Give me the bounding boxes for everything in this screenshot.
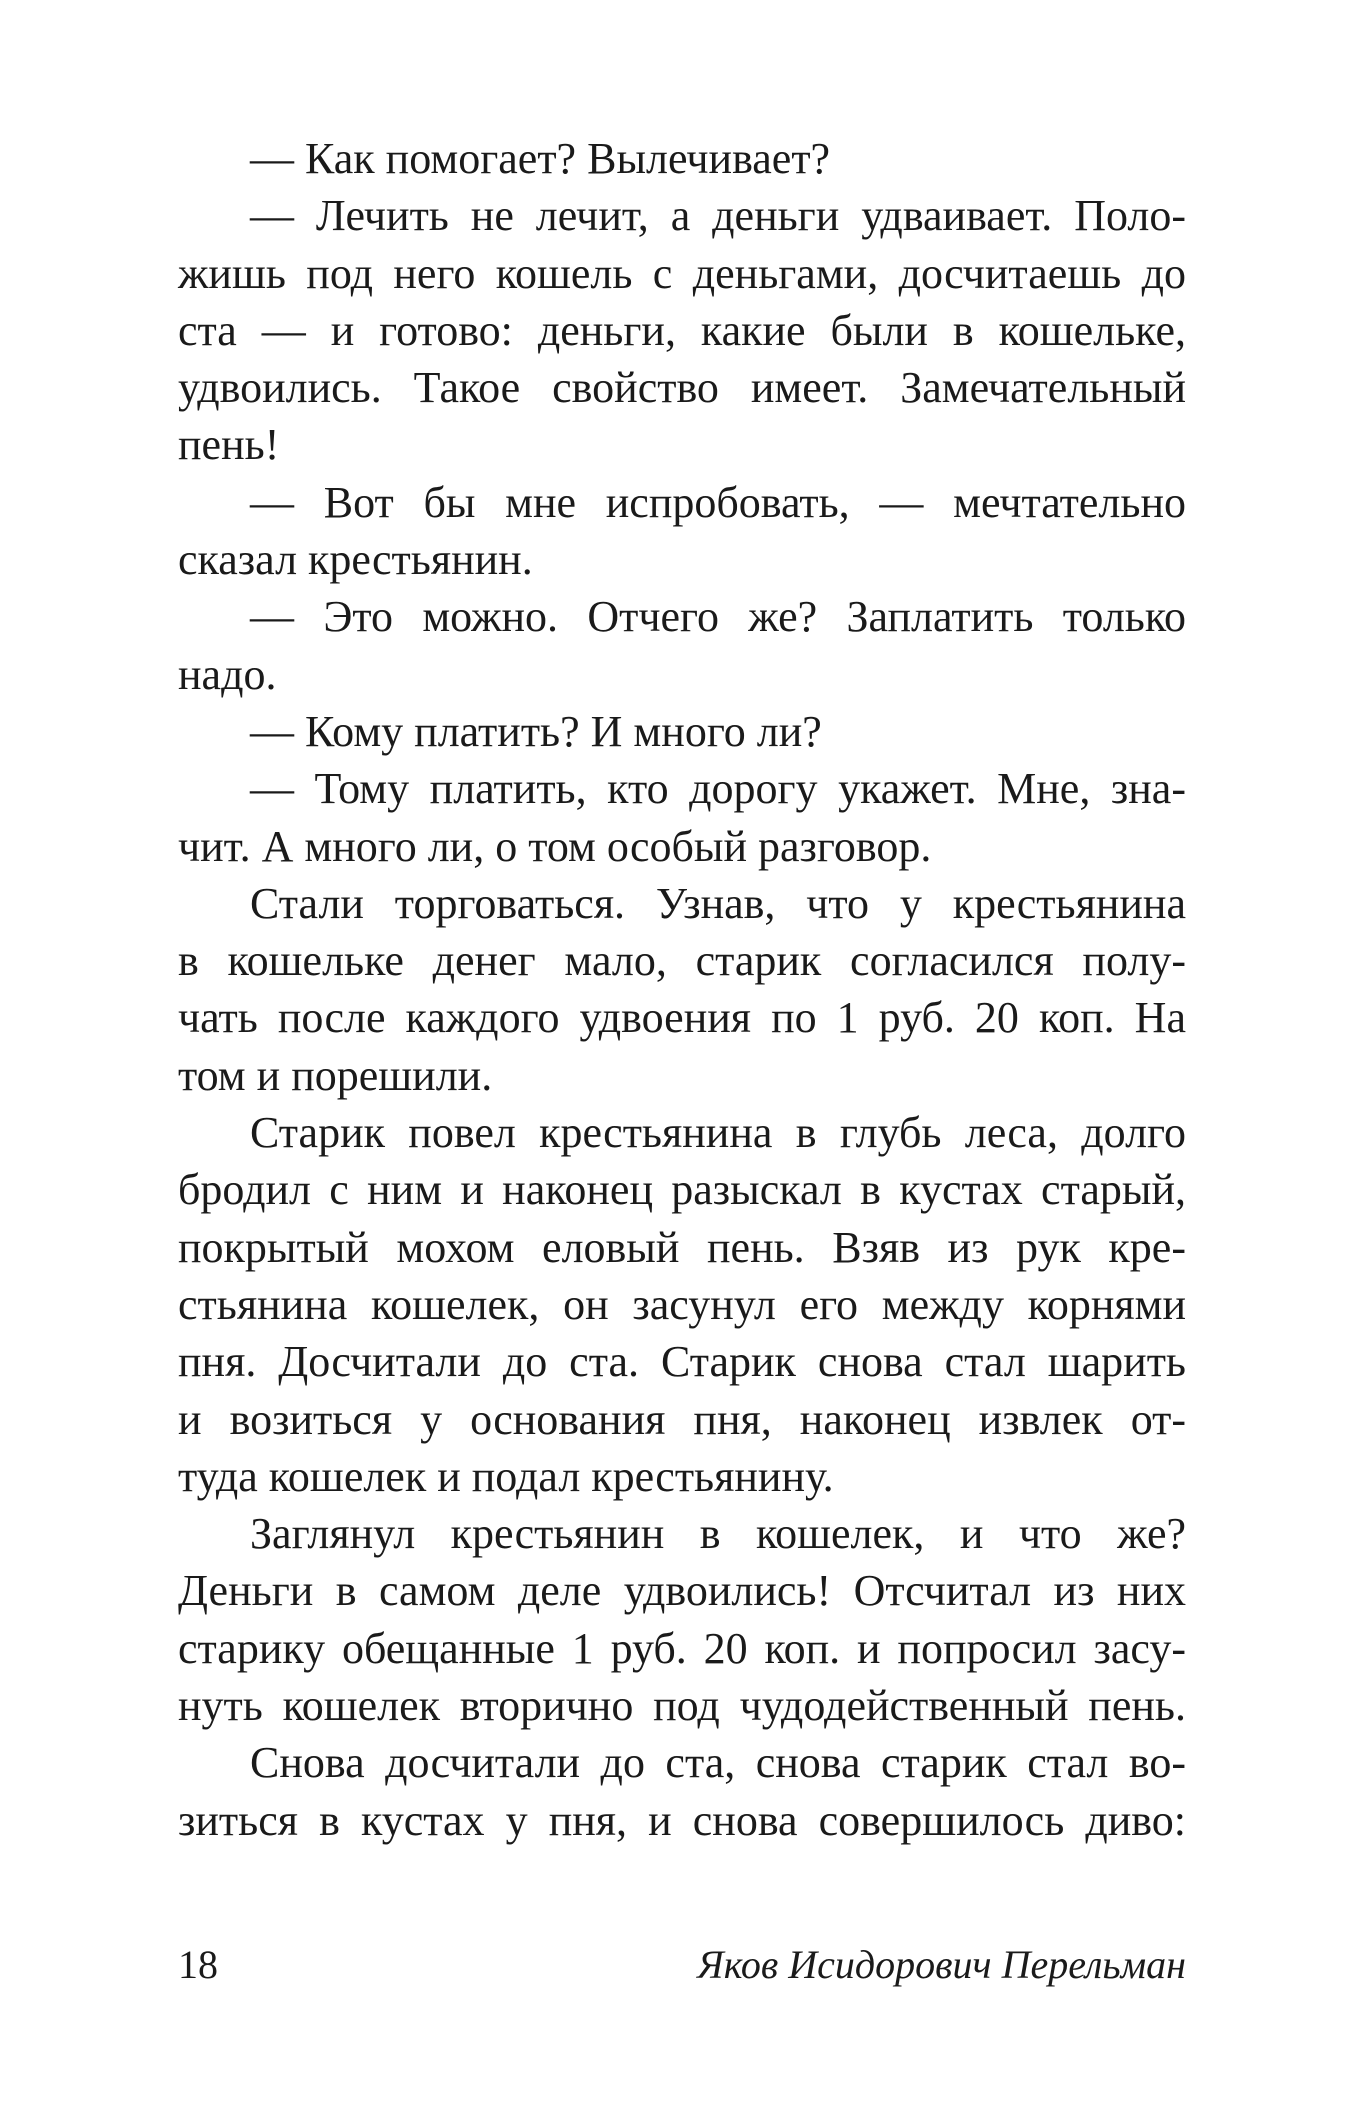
text-line: — Тому платить, кто дорогу укажет. Мне, зна- <box>250 764 1186 814</box>
text-line: — Вот бы мне испробовать, — мечтательно <box>250 477 1186 527</box>
text-line: — Как помогает? Вылечивает? <box>250 134 831 183</box>
text-line: туда кошелек и подал крестьянину. <box>178 1451 834 1501</box>
text-line: в кошельке денег мало, старик согласился полу- <box>178 936 1186 986</box>
text-line: старику обещанные 1 руб. 20 коп. и попросил засу- <box>178 1623 1186 1673</box>
text-line: — Кому платить? И много ли? <box>250 706 822 756</box>
text-line: том и порешили. <box>178 1050 493 1100</box>
text-line: пень! <box>178 420 280 470</box>
text-line: Старик повел крестьянина в глубь леса, долго <box>250 1108 1186 1158</box>
text-line: Заглянул крестьянин в кошелек, и что же? <box>250 1509 1186 1559</box>
text-line: сказал крестьянин. <box>178 535 533 585</box>
page-number: 18 <box>178 1942 218 1987</box>
text-line: зиться в кустах у пня, и снова совершилось диво: <box>178 1795 1186 1845</box>
text-line: жишь под него кошель с деньгами, досчитаешь до <box>178 248 1186 298</box>
text-line: ста — и готово: деньги, какие были в кошельке, <box>178 305 1186 355</box>
text-line: Стали торговаться. Узнав, что у крестьянина <box>250 878 1186 928</box>
text-line: нуть кошелек вторично под чудодейственный пень. <box>178 1681 1186 1731</box>
text-line: Деньги в самом деле удвоились! Отсчитал из них <box>178 1566 1186 1616</box>
page-footer <box>178 1935 1186 1995</box>
text-line: надо. <box>178 649 277 699</box>
text-line: стьянина кошелек, он засунул его между корнями <box>178 1279 1186 1329</box>
text-line: покрытый мохом еловый пень. Взяв из рук кре- <box>178 1222 1186 1272</box>
text-line: чать после каждого удвоения по 1 руб. 20 коп. На <box>178 993 1186 1043</box>
text-line: и возиться у основания пня, наконец извлек от- <box>178 1394 1186 1444</box>
text-line: — Это можно. Отчего же? Заплатить только <box>250 592 1186 642</box>
text-line: бродил с ним и наконец разыскал в кустах старый, <box>178 1165 1186 1215</box>
text-line: — Лечить не лечит, а деньги удваивает. Поло- <box>250 191 1186 241</box>
text-line: удвоились. Такое свойство имеет. Замечательный <box>178 363 1186 413</box>
text-line: пня. Досчитали до ста. Старик снова стал шарить <box>178 1337 1186 1387</box>
text-line: чит. А много ли, о том особый разговор. <box>178 821 932 871</box>
body-text <box>178 130 1186 1849</box>
running-footer-author: Яков Исидорович Перельман <box>697 1942 1186 1987</box>
text-line: Снова досчитали до ста, снова старик стал во- <box>250 1738 1186 1788</box>
